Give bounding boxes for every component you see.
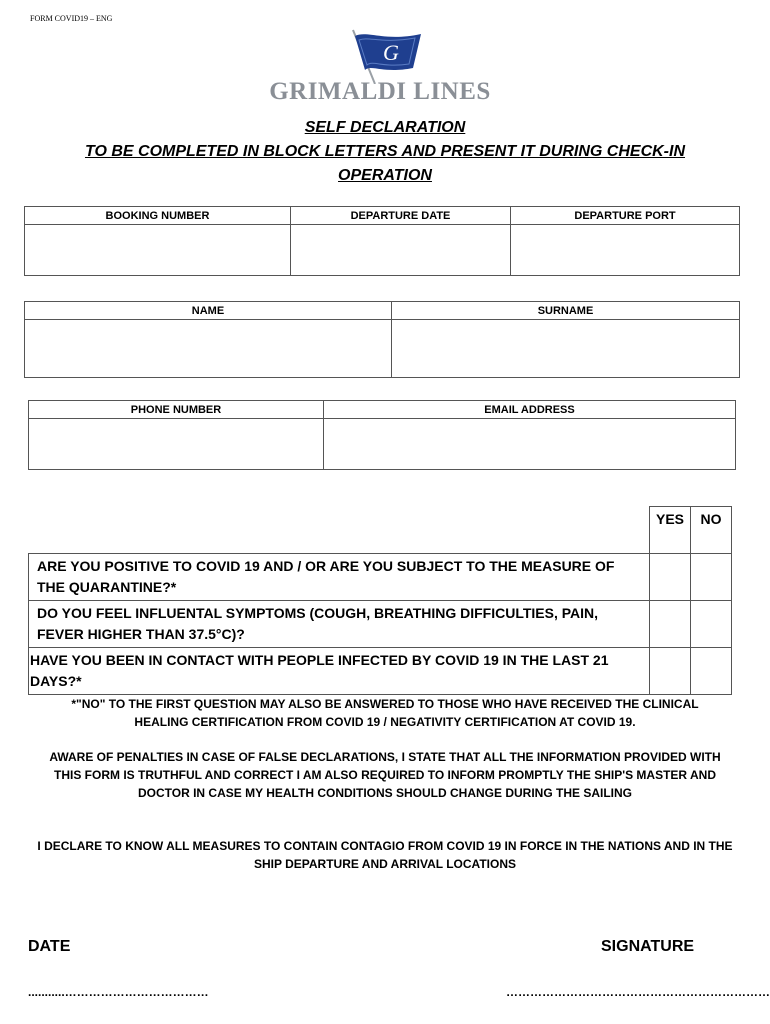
title-line-1: SELF DECLARATION [304,119,466,136]
name-table [24,301,740,378]
company-logo [255,28,505,110]
title-line-2: TO BE COMPLETED IN BLOCK LETTERS AND PRESENT IT DURING CHECK-IN [84,143,685,160]
phone-number-field[interactable] [29,419,324,470]
booking-number-header: BOOKING NUMBER [25,207,291,225]
name-field[interactable] [25,320,392,378]
departure-port-field[interactable] [511,225,740,276]
signature-label: SIGNATURE [601,938,695,955]
form-code: FORM COVID19 – ENG [30,14,113,23]
yes-column-header: YES [650,507,691,554]
question-1-no-checkbox[interactable] [691,554,732,601]
footnote-text: *"NO" TO THE FIRST QUESTION MAY ALSO BE ANSWERED TO THOSE WHO HAVE RECEIVED THE CLINICAL HEALING CERTIFICATION FROM COVID 19 / NEGATIVITY CERTIFICATION AT COVID 19. [71,697,699,729]
penalties-text: AWARE OF PENALTIES IN CASE OF FALSE DECLARATIONS, I STATE THAT ALL THE INFORMATION PROVIDED WITH THIS FORM IS TRUTHFUL AND CORRECT I AM ALSO REQUIRED TO INFORM PROMPTLY THE SHIP'S MASTER AND DOCTOR IN CASE MY HEALTH CONDITIONS SHOULD CHANGE DURING THE SAILING [49,750,721,800]
questions-table [28,506,732,695]
date-line[interactable]: ...........……………………………… [28,985,209,999]
surname-header: SURNAME [392,302,740,320]
signature-line[interactable]: ………………………………………………………… [506,985,770,999]
departure-date-header: DEPARTURE DATE [291,207,511,225]
booking-table [24,206,740,276]
email-address-header: EMAIL ADDRESS [324,401,736,419]
title-line-3: OPERATION [338,167,432,184]
flag-icon [255,28,505,84]
question-2-no-checkbox[interactable] [691,601,732,648]
question-2-yes-checkbox[interactable] [650,601,691,648]
question-3: HAVE YOU BEEN IN CONTACT WITH PEOPLE INFECTED BY COVID 19 IN THE LAST 21 DAYS?* [29,648,650,695]
date-label: DATE [28,938,71,955]
no-column-header: NO [691,507,732,554]
svg-text:G: G [383,40,399,65]
surname-field[interactable] [392,320,740,378]
contact-table [28,400,736,470]
departure-date-field[interactable] [291,225,511,276]
departure-port-header: DEPARTURE PORT [511,207,740,225]
brand-name: GRIMALDI LINES [269,78,491,105]
form-title [40,116,730,188]
question-1-yes-checkbox[interactable] [650,554,691,601]
question-2: DO YOU FEEL INFLUENTAL SYMPTOMS (COUGH, BREATHING DIFFICULTIES, PAIN, FEVER HIGHER THAN 37.5°C)? [29,601,650,648]
phone-number-header: PHONE NUMBER [29,401,324,419]
question-3-no-checkbox[interactable] [691,648,732,695]
measures-text: I DECLARE TO KNOW ALL MEASURES TO CONTAIN CONTAGIO FROM COVID 19 IN FORCE IN THE NATIONS AND IN THE SHIP DEPARTURE AND ARRIVAL LOCATIONS [37,839,733,871]
question-3-yes-checkbox[interactable] [650,648,691,695]
question-1: ARE YOU POSITIVE TO COVID 19 AND / OR ARE YOU SUBJECT TO THE MEASURE OF THE QUARANTINE?* [29,554,650,601]
email-address-field[interactable] [324,419,736,470]
name-header: NAME [25,302,392,320]
booking-number-field[interactable] [25,225,291,276]
